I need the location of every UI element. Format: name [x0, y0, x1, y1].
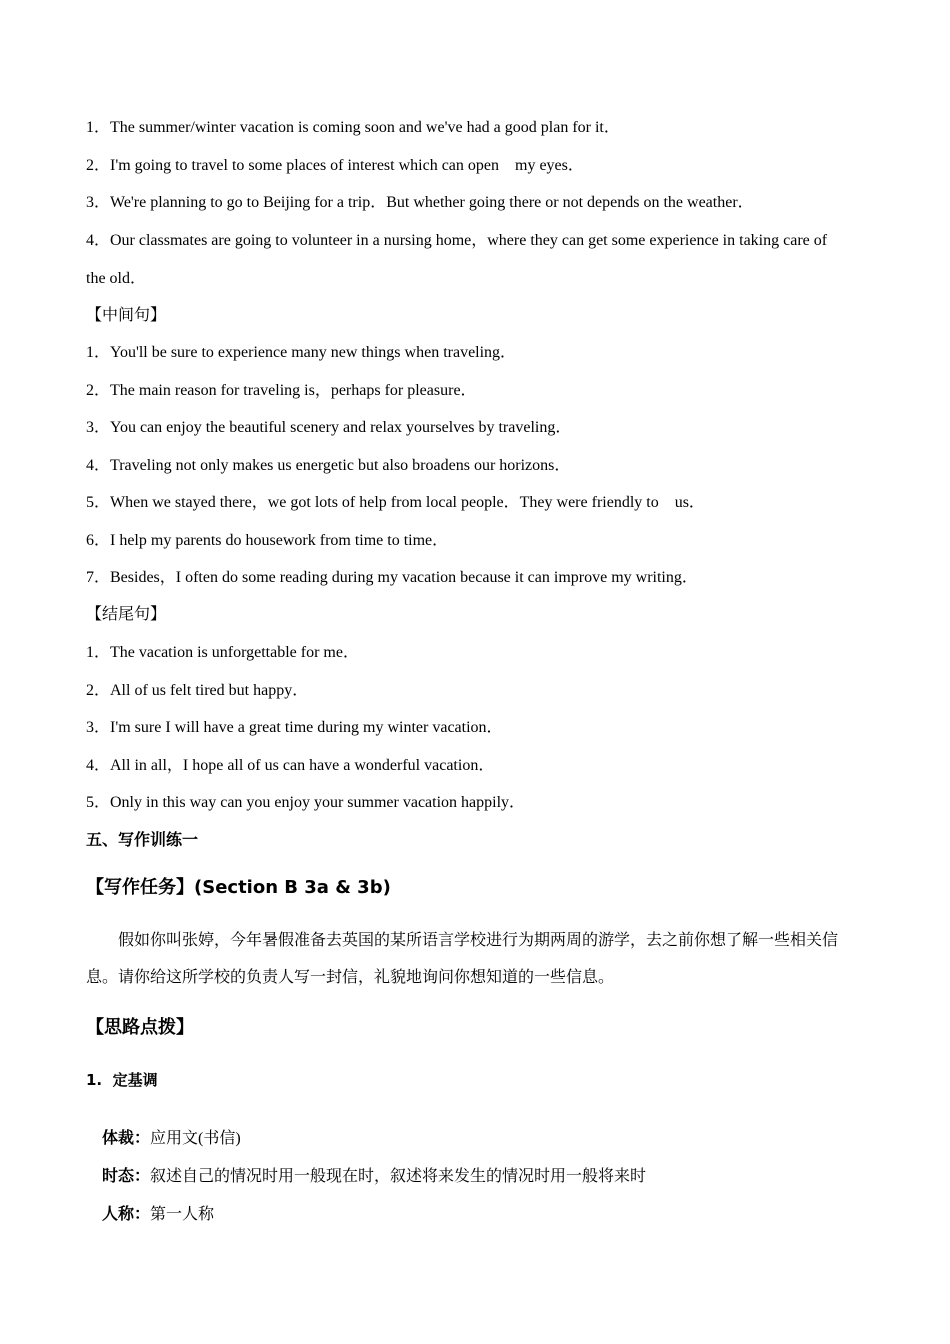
tense-value: 叙述自己的情况时用一般现在时，叙述将来发生的情况时用一般将来时	[150, 1168, 647, 1185]
genre-value: 应用文(书信)	[150, 1130, 241, 1147]
task-heading: 【写作任务】(Section B 3a & 3b)	[86, 877, 391, 898]
person-value: 第一人称	[150, 1206, 215, 1223]
middle-heading: 【中间句】	[86, 307, 167, 324]
tips-heading: 【思路点拨】	[86, 1017, 194, 1038]
middle-sentence-7: 7．Besides，I often do some reading during my vacation because it can improve my writing．	[86, 569, 698, 586]
opening-sentence-2: 2．I'm going to travel to some places of interest which can open my eyes．	[86, 157, 584, 174]
opening-sentence-1: 1．The summer/winter vacation is coming soon and we've had a good plan for it．	[86, 119, 620, 136]
middle-sentence-6: 6．I help my parents do housework from time to time．	[86, 532, 449, 549]
opening-sentence-3: 3．We're planning to go to Beijing for a trip．But whether going there or not depends on the weather．	[86, 194, 754, 211]
middle-sentence-2: 2．The main reason for traveling is，perhaps for pleasure．	[86, 382, 477, 399]
ending-sentence-5: 5．Only in this way can you enjoy your summer vacation happily．	[86, 794, 526, 811]
person-label: 人称：	[102, 1204, 151, 1223]
ending-sentence-4: 4．All in all，I hope all of us can have a wonderful vacation．	[86, 757, 495, 774]
ending-sentence-2: 2．All of us felt tired but happy．	[86, 682, 309, 699]
ending-heading: 【结尾句】	[86, 606, 167, 623]
middle-sentence-3: 3．You can enjoy the beautiful scenery and relax yourselves by traveling．	[86, 419, 572, 436]
task-text: 假如你叫张婷，今年暑假准备去英国的某所语言学校进行为期两周的游学，去之前你想了解一些相关信息。请你给这所学校的负责人写一封信，礼貌地询问你想知道的一些信息。	[86, 932, 839, 986]
middle-sentence-1: 1．You'll be sure to experience many new things when traveling．	[86, 344, 517, 361]
ending-sentence-1: 1．The vacation is unforgettable for me．	[86, 644, 359, 661]
ending-sentence-3: 3．I'm sure I will have a great time during my winter vacation．	[86, 719, 503, 736]
section-title: 五、写作训练一	[86, 830, 199, 849]
genre-label: 体裁：	[102, 1128, 151, 1147]
middle-sentence-5: 5．When we stayed there，we got lots of help from local people．They were friendly to us．	[86, 494, 705, 511]
opening-sentence-4-cont: the old．	[86, 270, 146, 287]
step-1-heading: 1. 定基调	[86, 1071, 158, 1089]
person-row	[86, 1184, 214, 1245]
tense-label: 时态：	[102, 1166, 151, 1185]
opening-sentence-4: 4．Our classmates are going to volunteer in a nursing home，where they can get some experience in taking care of	[86, 232, 828, 249]
middle-sentence-4: 4．Traveling not only makes us energetic but also broadens our horizons．	[86, 457, 571, 474]
